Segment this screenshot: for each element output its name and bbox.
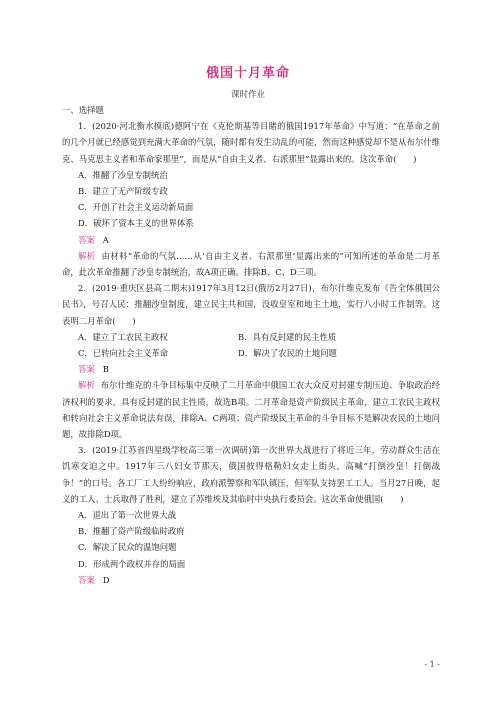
q1-option-c: C．开创了社会主义运动新局面 [78,202,194,213]
q3-option-c: C．解决了民众的温饱问题 [78,542,177,553]
q2-option-c: C．已转向社会主义革命 [78,348,169,359]
q2-option-b: B．具有反封建的民主性质 [238,331,337,342]
q3-option-d: D．形成两个政权并存的局面 [78,558,186,569]
q3-answer-value: D [102,574,110,585]
q2-explain-text: 布尔什维克的斗争目标集中反映了二月革命中俄国工农大众反对封建专制压迫、争取政治经济权利的要求，具有反封建的民主性质，故选B项。二月革命是资产阶级民主革命，建立工农民主政权和转向社会主义革命说法有误，排除A、C两项；资产阶级民主革命的斗争目标不是解决农民的土地问题，故排除D项。 [62,380,441,440]
q3-option-a: A．退出了第一次世界大战 [78,510,177,521]
q3-option-b: B．推翻了资产阶级临时政府 [78,526,185,537]
question-2-stem: 2．(2019·重庆区县高二期末)1917年3月12日(俄历2月27日)，布尔什维克发布《告全体俄国公民书》，号召人民：推翻沙皇制度，建立民主共和国，没收皇室和地主土地，实行八小时工作制等。这表明二月革命( ) [62,283,440,326]
section-heading: 一、选择题 [62,105,104,115]
q1-option-d: D．破坏了资本主义的世界体系 [78,218,194,229]
q3-answer-label: 答案 [78,574,95,585]
q2-explanation [62,377,440,442]
q2-options-row-2 [62,345,440,361]
q2-option-d: D．解决了农民的土地问题 [238,348,337,359]
q3-answer-line [62,572,440,588]
question-3-stem: 3．(2019·江苏省四星级学校高三第一次调研)第一次世界大战进行了将近三年，劳动群众生活在饥寒交迫之中。1917年三八妇女节那天，俄国彼得格勒妇女走上街头，高喊“打倒沙皇！打倒战争！”的口号。各工厂工人纷纷响应，政府派警察和军队镇压，但军队支持罢工工人。当月27日晚，起义的工人、士兵取得了胜利，建立了苏维埃及其临时中央执行委员会。这次革命使俄国( ) [62,445,440,504]
question-1-stem: 1．(2020·河北衡水摸底)德阿宁在《克伦斯基等目睹的俄国1917年革命》中写道：“在革命之前的几个月就已经感觉到充满大革命的气氛，随时都有发生动乱的可能，然而这种感觉却不是从布尔什维克、马克思主义者和革命家那里”，而是从“自由主义者、右派那里”显露出来的。这次革命( ) [62,121,440,164]
q2-answer-label: 答案 [78,364,95,375]
page-number: - 1 - [424,660,440,669]
page-subtitle: 课时作业 [230,90,265,100]
q2-option-a: A．建立了工农民主政权 [78,331,168,342]
q1-explanation [62,248,440,280]
q1-answer-value: A [102,234,109,245]
q2-answer-line [62,361,440,377]
q1-explain-text: 由材料“革命的气氛……从‘自由主义者、右派那里’显露出来的”可知所述的革命是二月革命，此次革命推翻了沙皇专制统治，故A项正确。排除B、C、D三项。 [62,250,441,278]
q1-answer-line [62,232,440,248]
page-title: 俄国十月革命 [205,66,290,81]
q1-option-b: B．建立了无产阶级专政 [78,186,168,197]
document-body [62,102,440,588]
q2-options-row-1 [62,329,440,345]
q2-explain-label: 解析 [78,380,95,391]
q1-explain-label: 解析 [78,250,96,261]
q1-option-a: A．推翻了沙皇专制统治 [78,169,168,180]
q1-answer-label: 答案 [78,234,95,245]
q2-answer-value: B [102,364,109,375]
